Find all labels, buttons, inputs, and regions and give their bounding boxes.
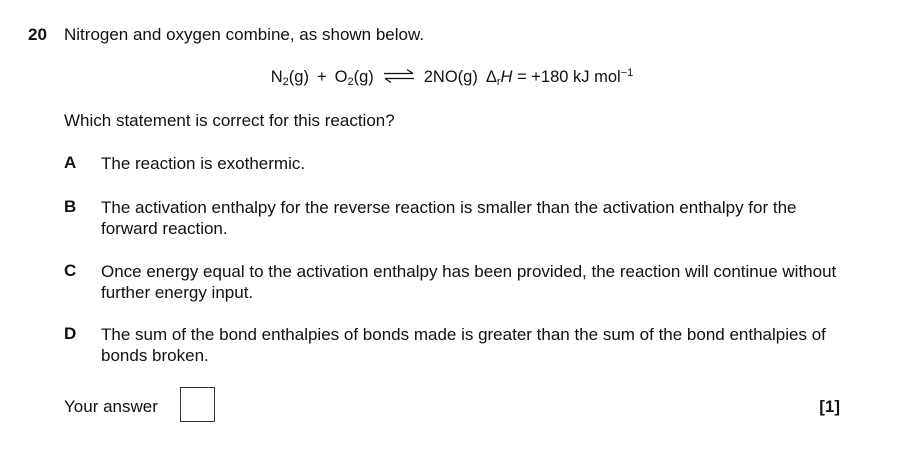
question-stem: Nitrogen and oxygen combine, as shown below.: [64, 25, 425, 44]
product-nitric-oxide: 2NO(g): [423, 68, 478, 86]
marks-indicator: [1]: [819, 397, 840, 416]
chemical-equation: [0, 67, 904, 88]
equilibrium-arrow-icon: [382, 69, 416, 83]
option-b-letter: B: [64, 197, 77, 216]
option-a-text: The reaction is exothermic.: [101, 154, 306, 173]
question-number: 20: [28, 25, 47, 44]
enthalpy-change: $\Delta_rH = +180$ kJ mol$^{-1}$: [485, 67, 634, 88]
option-d-text: The sum of the bond enthalpies of bonds made is greater than the sum of the bond enthalpies of bonds broken.: [101, 325, 826, 365]
option-c-letter: C: [64, 261, 77, 280]
option-d-letter: D: [64, 324, 77, 343]
reactant-nitrogen: $N_2(g)$: [270, 68, 309, 88]
answer-label: Your answer: [64, 397, 158, 416]
reactant-oxygen: $O_2(g)$: [334, 68, 374, 88]
option-b-text: The activation enthalpy for the reverse reaction is smaller than the activation enthalpy for the forward reaction.: [101, 198, 797, 238]
option-a-letter: A: [64, 153, 77, 172]
answer-input-box[interactable]: [180, 387, 215, 422]
option-c-text: Once energy equal to the activation enthalpy has been provided, the reaction will continue without further energy input.: [101, 262, 837, 302]
plus-sign: +: [316, 68, 327, 86]
question-prompt: Which statement is correct for this reaction?: [64, 111, 395, 130]
